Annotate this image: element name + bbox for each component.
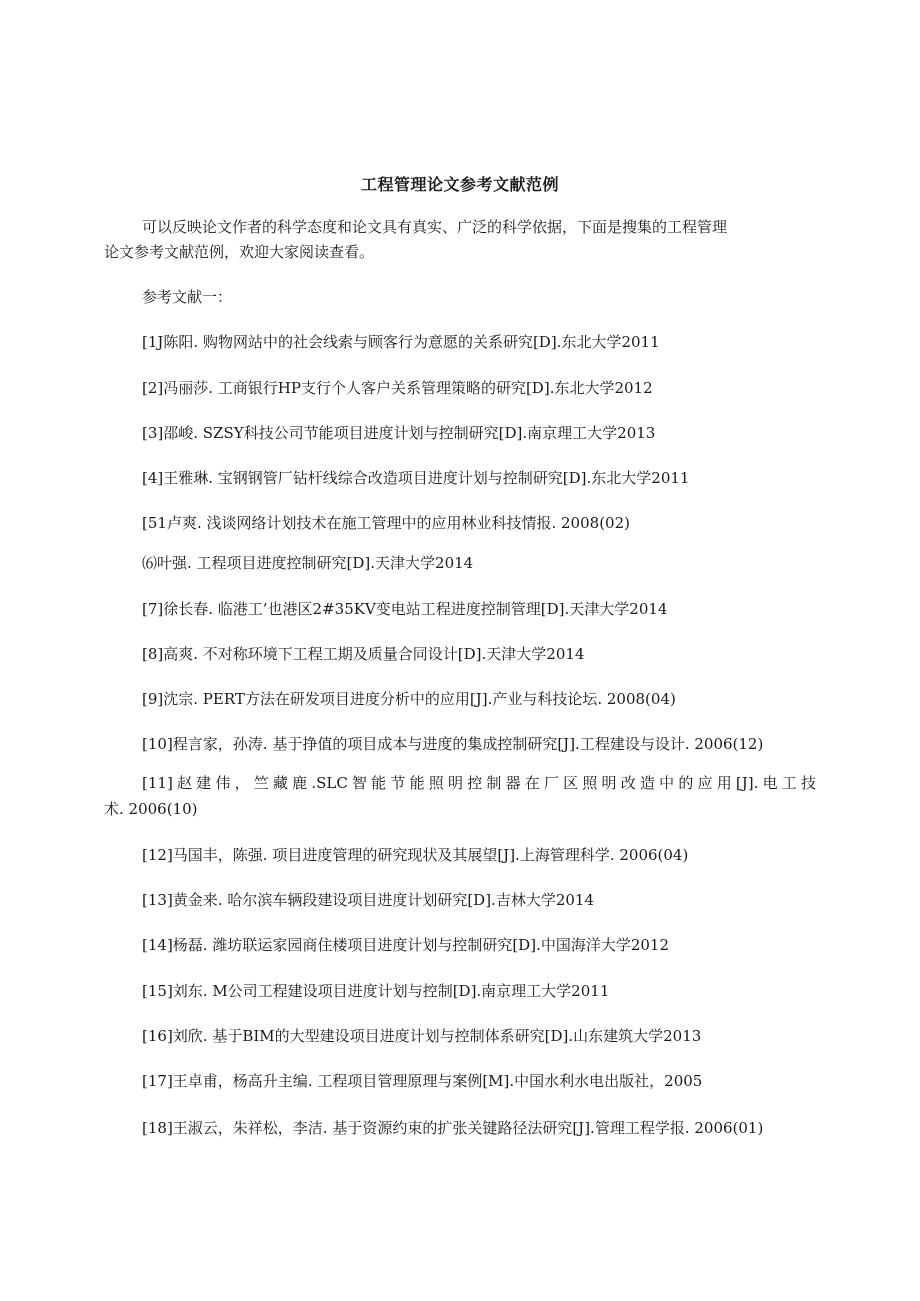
reference-item-17: [17]王卓甫，杨高升主编. 工程项目管理原理与案例[M].中国水利水电出版社，2005 bbox=[142, 1072, 703, 1090]
intro-line-1: 可以反映论文作者的科学态度和论文具有真实、广泛的科学依据，下面是搜集的工程管理 bbox=[142, 218, 728, 236]
reference-item-12: [12]马国丰，陈强. 项目进度管理的研究现状及其展望[J].上海管理科学. 2006(04) bbox=[142, 846, 689, 864]
reference-item-8: [8]高爽. 不对称环境下工程工期及质量合同设计[D].天津大学2014 bbox=[142, 645, 585, 663]
reference-item-15: [15]刘东. M公司工程建设项目进度计划与控制[D].南京理工大学2011 bbox=[142, 982, 610, 1000]
reference-item-10: [10]程言家，孙涛. 基于挣值的项目成本与进度的集成控制研究[J].工程建设与设计. 2006(12) bbox=[142, 735, 764, 753]
reference-item-13: [13]黄金来. 哈尔滨车辆段建设项目进度计划研究[D].吉林大学2014 bbox=[142, 891, 595, 909]
reference-item-14: [14]杨磊. 潍坊联运家园商住楼项目进度计划与控制研究[D].中国海洋大学2012 bbox=[142, 936, 670, 954]
section-label: 参考文献一： bbox=[142, 288, 233, 306]
reference-item-1: [1J陈阳. 购物网站中的社会线索与顾客行为意愿的关系研究[D].东北大学2011 bbox=[142, 333, 660, 351]
reference-item-7: [7]徐长春. 临港工’也港区2#35KV变电站工程进度控制管理[D].天津大学2014 bbox=[142, 600, 668, 618]
reference-item-6: ⑹叶强. 工程项目进度控制研究[D].天津大学2014 bbox=[142, 554, 474, 572]
reference-item-11-line-2: 术. 2006(10) bbox=[104, 800, 198, 818]
reference-item-4: [4]王雅琳. 宝钢钢管厂钻杆线综合改造项目进度计划与控制研究[D].东北大学2011 bbox=[142, 469, 690, 487]
reference-item-2: [2]冯丽莎. 工商银行HP支行个人客户关系管理策略的研究[D].东北大学2012 bbox=[142, 379, 653, 397]
reference-item-5: [51卢爽. 浅谈网络计划技术在施工管理中的应用林业科技情报. 2008(02) bbox=[142, 514, 630, 532]
reference-item-16: [16]刘欣. 基于BIM的大型建设项目进度计划与控制体系研究[D].山东建筑大学2013 bbox=[142, 1027, 702, 1045]
reference-item-9: [9]沈宗. PERT方法在研发项目进度分析中的应用[J].产业与科技论坛. 2008(04) bbox=[142, 690, 676, 708]
reference-item-3: [3]邵峻. SZSY科技公司节能项目进度计划与控制研究[D].南京理工大学2013 bbox=[142, 424, 656, 442]
document-title: 工程管理论文参考文献范例 bbox=[360, 175, 559, 194]
reference-item-11-line-1: [11]赵建伟，竺藏鹿.SLC智能节能照明控制器在厂区照明改造中的应用[J].电工技 bbox=[142, 774, 816, 792]
intro-line-2: 论文参考文献范例，欢迎大家阅读查看。 bbox=[104, 243, 375, 261]
reference-item-18: [18]王淑云，朱祥松，李洁. 基于资源约束的扩张关键路径法研究[J].管理工程学报. 2006(01) bbox=[142, 1119, 764, 1137]
